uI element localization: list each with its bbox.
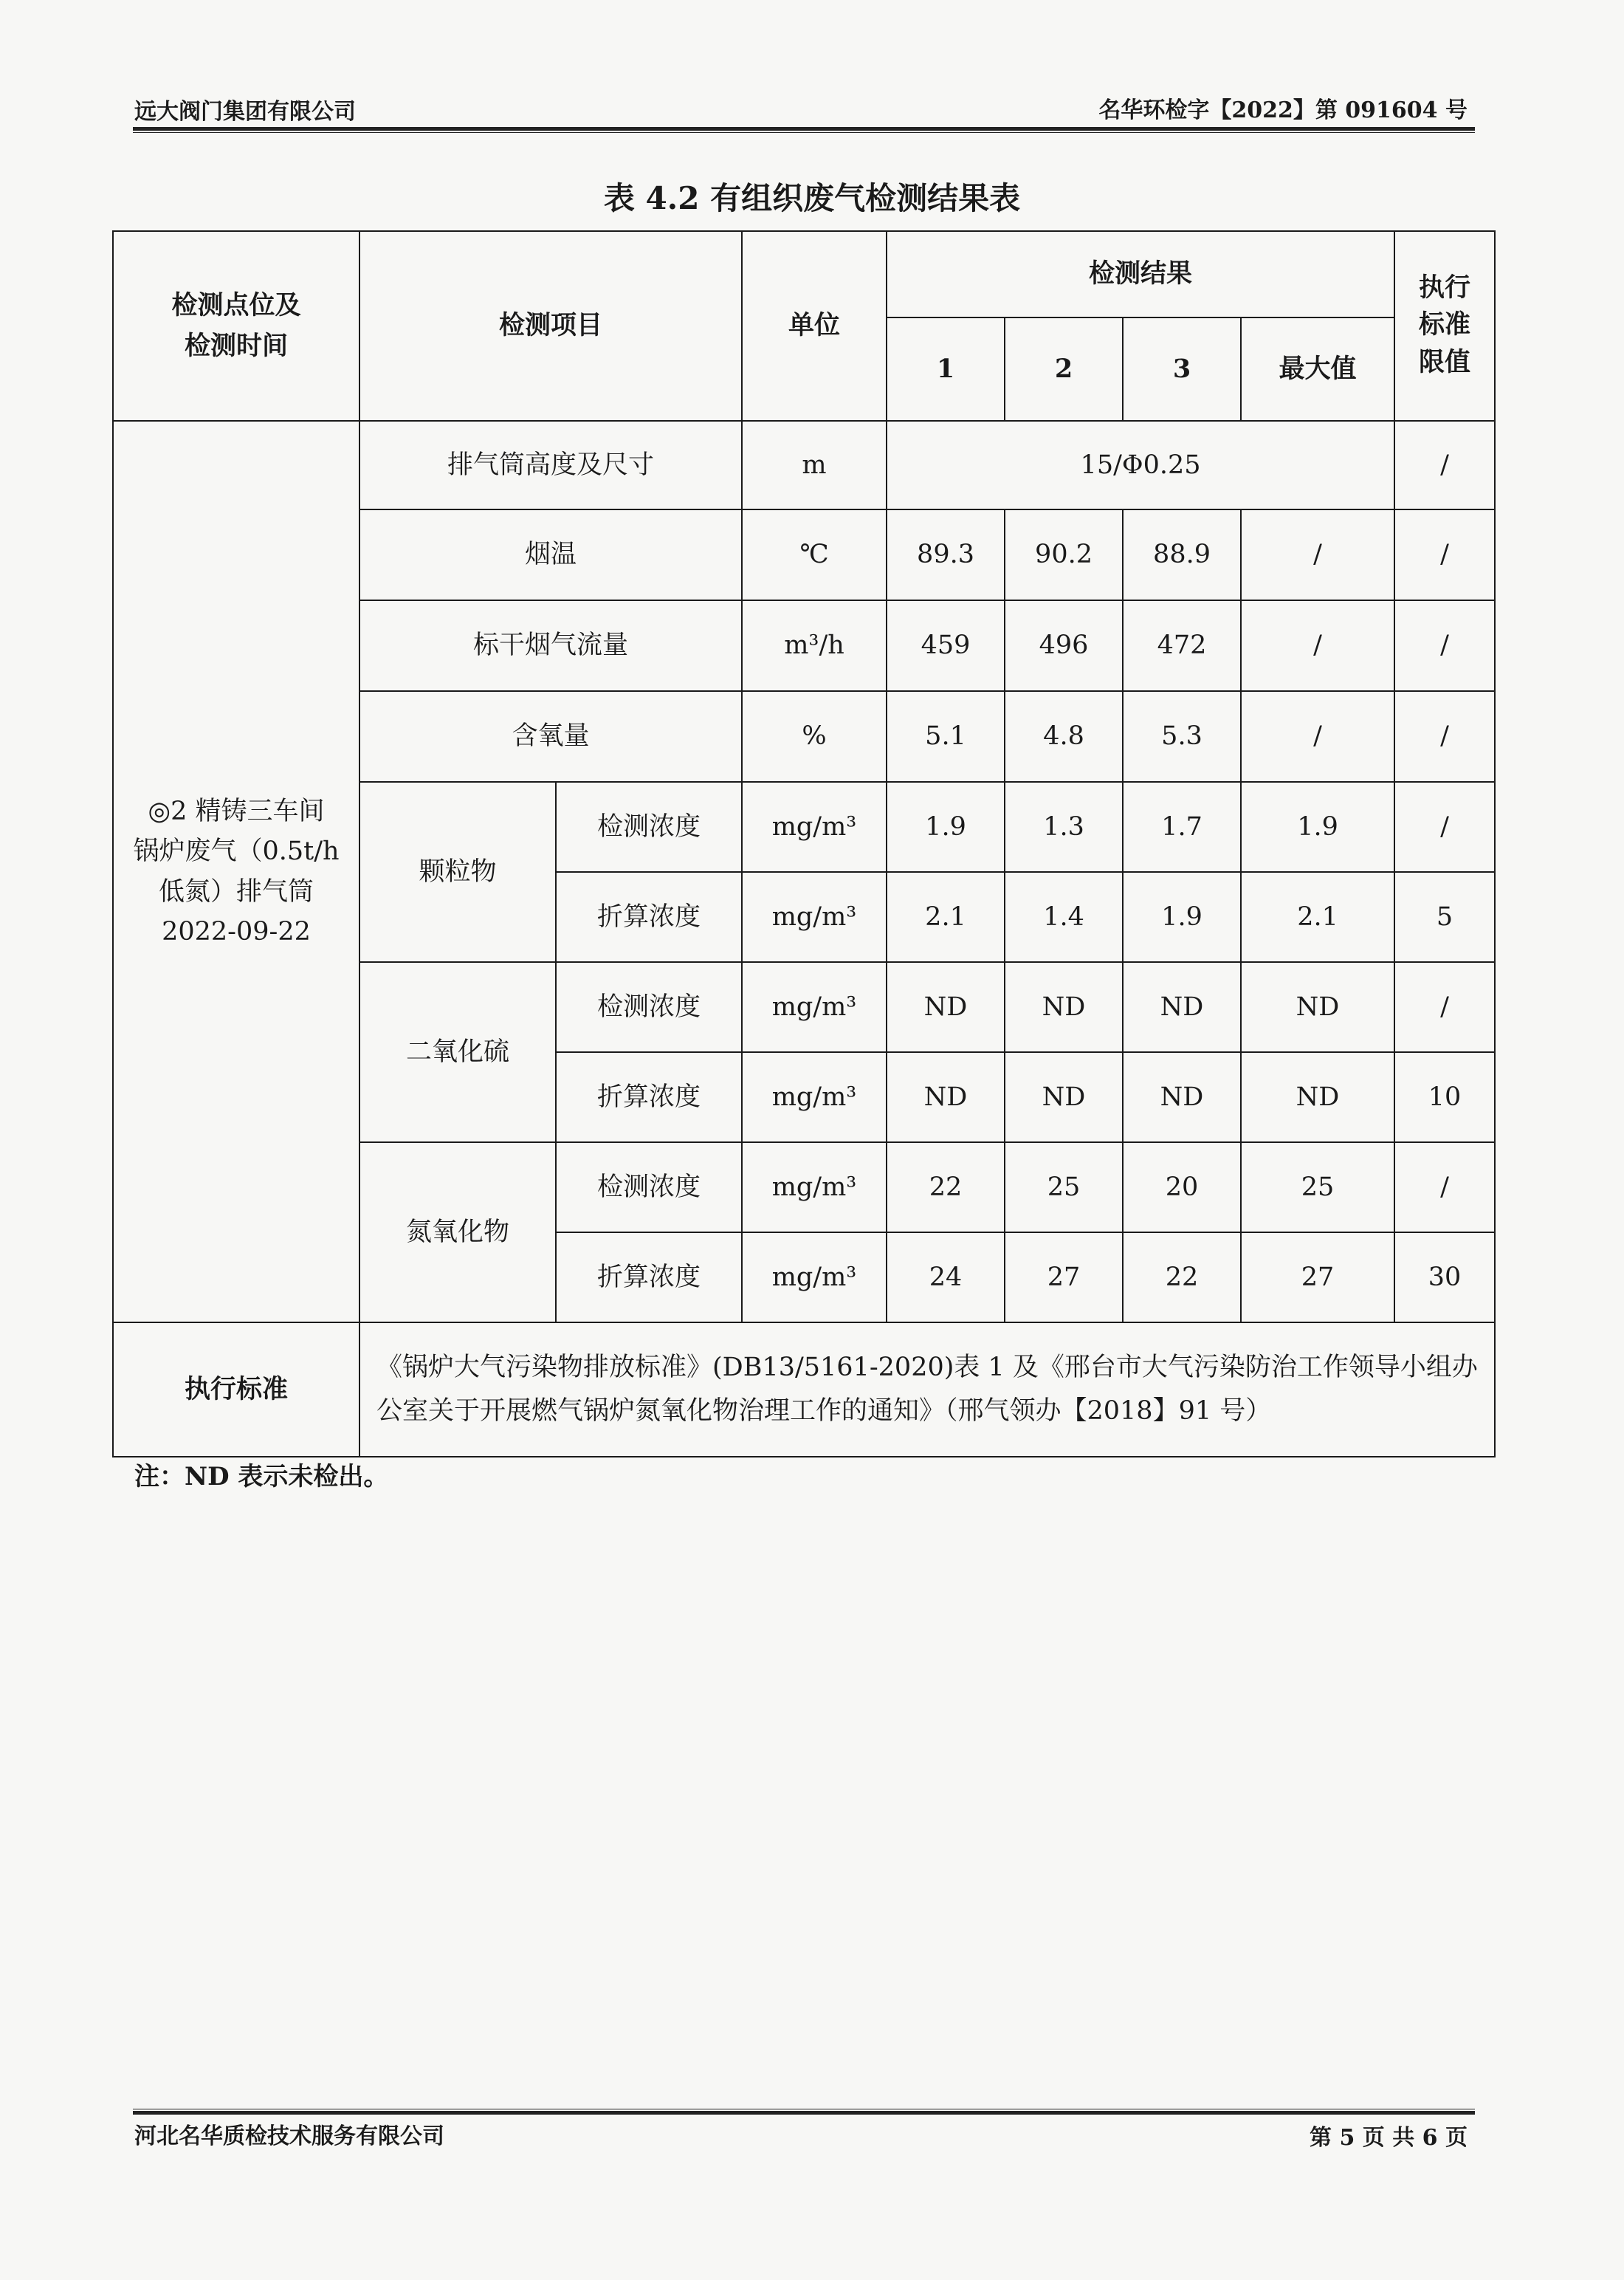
value-cell: 5.3: [1123, 691, 1241, 782]
value-cell: 1.3: [1005, 782, 1123, 872]
max-cell: ND: [1241, 1052, 1394, 1142]
col-header-r1: 1: [887, 317, 1005, 421]
standard-row: [113, 1322, 1495, 1457]
item-cell: 含氧量: [359, 691, 742, 782]
max-cell: 2.1: [1241, 872, 1394, 962]
col-header-unit: 单位: [742, 231, 887, 421]
unit-cell: ℃: [742, 509, 887, 600]
pollutant-name: 颗粒物: [359, 782, 556, 962]
col-header-limit: 执行标准限值: [1394, 231, 1495, 421]
table-note: 注：ND 表示未检出。: [134, 1462, 389, 1491]
unit-cell: %: [742, 691, 887, 782]
limit-cell: /: [1394, 421, 1495, 509]
footer-company: 河北名华质检技术服务有限公司: [134, 2123, 444, 2149]
max-cell: 27: [1241, 1232, 1394, 1322]
value-cell: ND: [887, 1052, 1005, 1142]
value-cell: ND: [1123, 1052, 1241, 1142]
merged-result-cell: 15/Φ0.25: [887, 421, 1394, 509]
limit-cell: 10: [1394, 1052, 1495, 1142]
value-cell: 1.4: [1005, 872, 1123, 962]
value-cell: ND: [1005, 1052, 1123, 1142]
unit-cell: mg/m³: [742, 1232, 887, 1322]
item-cell: 标干烟气流量: [359, 600, 742, 691]
limit-cell: /: [1394, 691, 1495, 782]
value-cell: 24: [887, 1232, 1005, 1322]
value-cell: 27: [1005, 1232, 1123, 1322]
col-header-r2: 2: [1005, 317, 1123, 421]
value-cell: 1.9: [1123, 872, 1241, 962]
unit-cell: mg/m³: [742, 1142, 887, 1232]
table-row: [113, 421, 1495, 509]
value-cell: ND: [1123, 962, 1241, 1052]
value-cell: 25: [1005, 1142, 1123, 1232]
page-number: 第 5 页 共 6 页: [1310, 2125, 1468, 2151]
col-header-results: 检测结果: [887, 231, 1394, 317]
item-cell: 检测浓度: [556, 962, 742, 1052]
unit-cell: m: [742, 421, 887, 509]
header-company: 远大阀门集团有限公司: [134, 99, 356, 125]
value-cell: 89.3: [887, 509, 1005, 600]
unit-cell: m³/h: [742, 600, 887, 691]
max-cell: /: [1241, 691, 1394, 782]
location-cell: ◎2 精铸三车间 锅炉废气（0.5t/h 低氮）排气筒 2022-09-22: [113, 421, 359, 1322]
col-header-r3: 3: [1123, 317, 1241, 421]
pollutant-name: 氮氧化物: [359, 1142, 556, 1322]
value-cell: ND: [1005, 962, 1123, 1052]
limit-cell: /: [1394, 782, 1495, 872]
item-cell: 烟温: [359, 509, 742, 600]
pollutant-name: 二氧化硫: [359, 962, 556, 1142]
value-cell: 22: [887, 1142, 1005, 1232]
value-cell: 459: [887, 600, 1005, 691]
limit-cell: /: [1394, 1142, 1495, 1232]
col-header-item: 检测项目: [359, 231, 742, 421]
value-cell: 88.9: [1123, 509, 1241, 600]
value-cell: ND: [887, 962, 1005, 1052]
item-cell: 折算浓度: [556, 1052, 742, 1142]
item-cell: 检测浓度: [556, 782, 742, 872]
table-title: 表 4.2 有组织废气检测结果表: [603, 180, 1021, 216]
value-cell: 472: [1123, 600, 1241, 691]
standard-text: 《锅炉大气污染物排放标准》(DB13/5161-2020)表 1 及《邢台市大气污染防治工作领导小组办公室关于开展燃气锅炉氮氧化物治理工作的通知》（邢气领办【2018】91 号）: [359, 1322, 1495, 1457]
value-cell: 20: [1123, 1142, 1241, 1232]
item-cell: 折算浓度: [556, 872, 742, 962]
item-cell: 排气筒高度及尺寸: [359, 421, 742, 509]
value-cell: 496: [1005, 600, 1123, 691]
standard-label: 执行标准: [113, 1322, 359, 1457]
limit-cell: /: [1394, 962, 1495, 1052]
limit-cell: /: [1394, 509, 1495, 600]
item-cell: 折算浓度: [556, 1232, 742, 1322]
results-table: [112, 230, 1496, 1457]
value-cell: 1.9: [887, 782, 1005, 872]
max-cell: /: [1241, 600, 1394, 691]
col-header-point-time: 检测点位及检测时间: [113, 231, 359, 421]
max-cell: ND: [1241, 962, 1394, 1052]
max-cell: /: [1241, 509, 1394, 600]
unit-cell: mg/m³: [742, 872, 887, 962]
max-cell: 1.9: [1241, 782, 1394, 872]
unit-cell: mg/m³: [742, 782, 887, 872]
col-header-max: 最大值: [1241, 317, 1394, 421]
limit-cell: 30: [1394, 1232, 1495, 1322]
report-number: 名华环检字【2022】第 091604 号: [1098, 97, 1468, 123]
value-cell: 90.2: [1005, 509, 1123, 600]
value-cell: 2.1: [887, 872, 1005, 962]
item-cell: 检测浓度: [556, 1142, 742, 1232]
header-rule: [133, 127, 1475, 133]
unit-cell: mg/m³: [742, 1052, 887, 1142]
unit-cell: mg/m³: [742, 962, 887, 1052]
value-cell: 1.7: [1123, 782, 1241, 872]
value-cell: 5.1: [887, 691, 1005, 782]
value-cell: 22: [1123, 1232, 1241, 1322]
footer-rule: [133, 2109, 1475, 2115]
value-cell: 4.8: [1005, 691, 1123, 782]
limit-cell: 5: [1394, 872, 1495, 962]
max-cell: 25: [1241, 1142, 1394, 1232]
limit-cell: /: [1394, 600, 1495, 691]
